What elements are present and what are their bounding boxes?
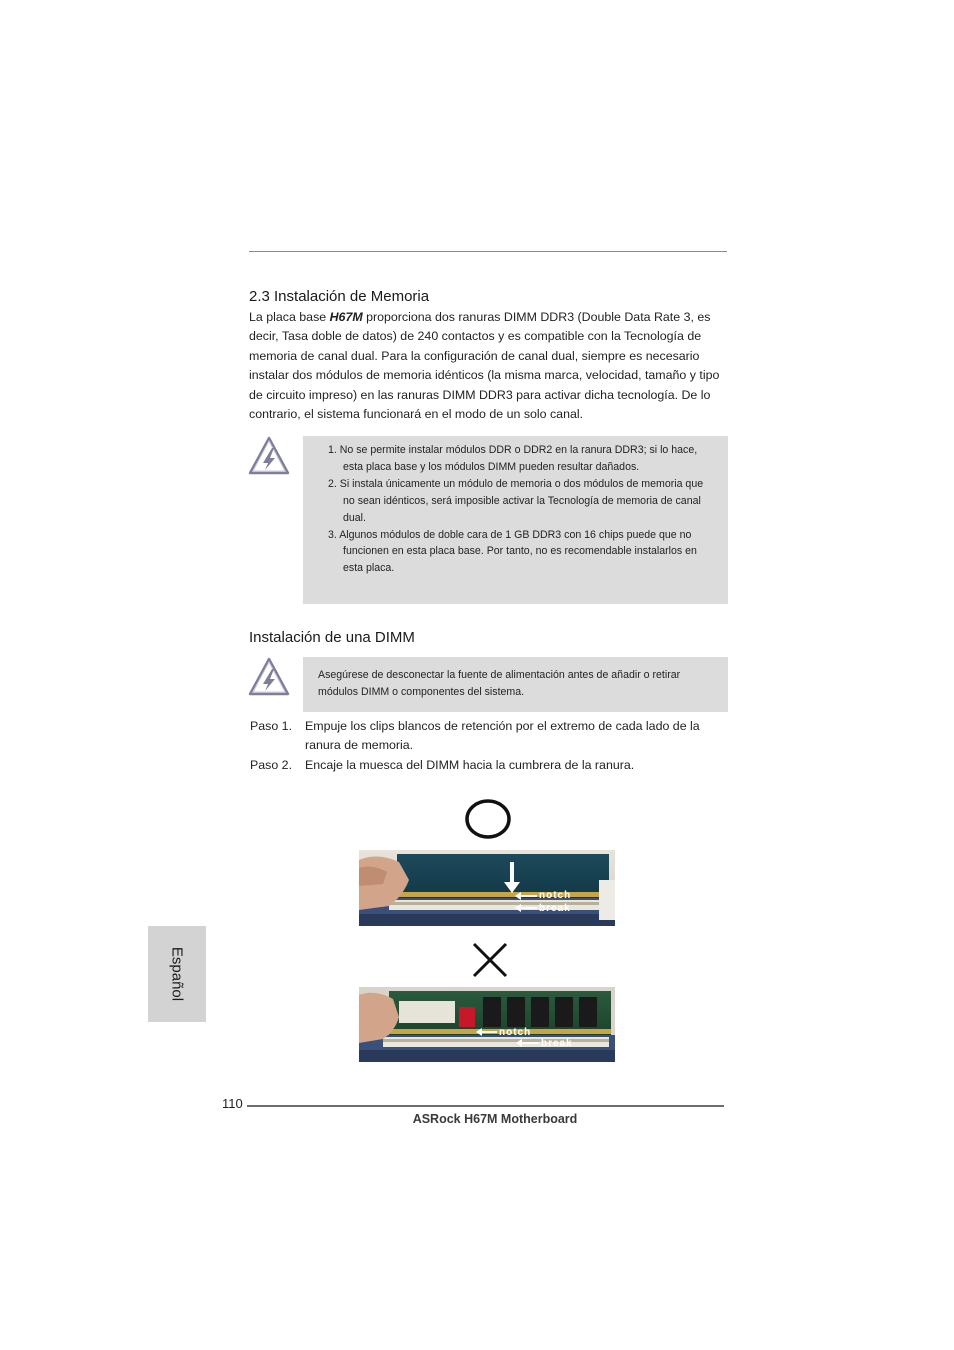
step-1 [250, 717, 730, 756]
notes-list [328, 442, 708, 577]
model-name: H67M [329, 310, 363, 324]
break-label: break [541, 1038, 573, 1049]
warning-text: Asegúrese de desconectar la fuente de alimentación antes de añadir o retirar módulos DIMM o componentes del sistema. [318, 669, 681, 698]
section-title: 2.3 Instalación de Memoria [249, 288, 430, 305]
warning-icon [248, 657, 290, 697]
step-text: Empuje los clips blancos de retención por el extremo de cada lado de la ranura de memoria. [305, 719, 700, 753]
break-label: break [539, 903, 571, 914]
step-2 [250, 756, 730, 775]
page-number: 110 [222, 1096, 243, 1111]
subsection-title: Instalación de una DIMM [249, 629, 415, 646]
dimm-wrong-photo [359, 987, 615, 1062]
side-tab-label: Español [168, 946, 186, 1002]
correct-circle-icon [462, 797, 514, 841]
wrong-cross-icon [470, 941, 510, 979]
intro-paragraph [249, 308, 729, 424]
dimm-correct-photo [359, 850, 615, 926]
footer-rule [247, 1105, 724, 1107]
header-rule [249, 251, 727, 252]
warning-icon [248, 436, 290, 476]
step-label: Paso 1. [250, 719, 293, 733]
notch-label: notch [539, 890, 572, 901]
intro-after: proporciona dos ranuras DIMM DDR3 (Double Data Rate 3, es decir, Tasa doble de datos) de 240 contactos y es compatible con la Tecnología de memoria de canal dual. Para la configuración de canal dual, siempre es necesario instalar dos módulos de memoria idénticos (la misma marca, velocidad, tamaño y tipo de circuito impreso) en las ranuras DIMM DDR3 para activar dicha tecnología. De lo contrario, el sistema funcionará en el modo de un solo canal. [249, 310, 720, 422]
note-item: 1. No se permite instalar módulos DDR o DDR2 en la ranura DDR3; si lo hace, esta placa base y los módulos DIMM pueden resultar dañados. [328, 444, 698, 473]
step-label: Paso 2. [250, 757, 293, 772]
notch-label: notch [499, 1027, 532, 1038]
footer-text: ASRock H67M Motherboard [412, 1112, 578, 1126]
intro-before: La placa base [249, 310, 330, 324]
steps-list [250, 717, 730, 775]
step-text: Encaje la muesca del DIMM hacia la cumbrera de la ranura. [305, 757, 635, 772]
language-side-tab [148, 926, 206, 1022]
note-item: 3. Algunos módulos de doble cara de 1 GB DDR3 con 16 chips puede que no funcionen en esta placa base. Por tanto, no es recomendable instalarlos en esta placa. [328, 528, 697, 575]
note-item: 2. Si instala únicamente un módulo de memoria o dos módulos de memoria que no sean idénticos, será imposible activar la Tecnología de memoria de canal dual. [328, 477, 704, 524]
